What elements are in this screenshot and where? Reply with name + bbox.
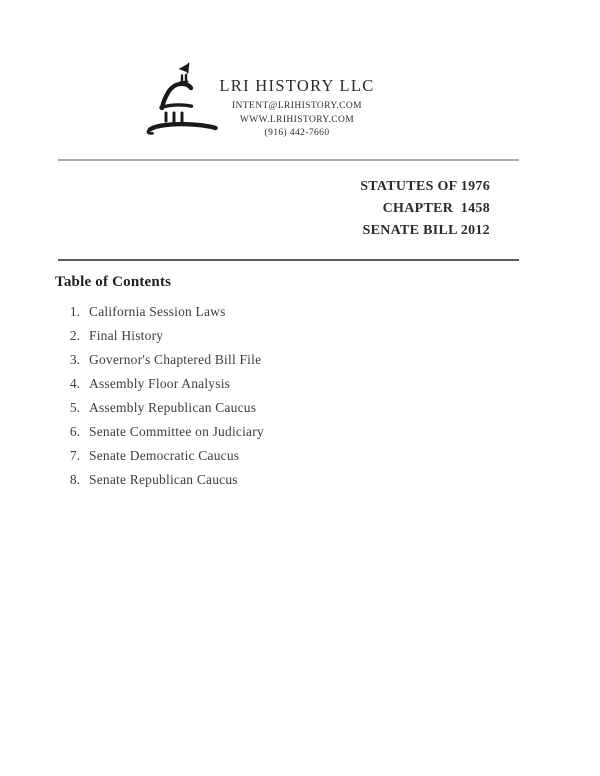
toc-item-label: Senate Committee on Judiciary	[89, 424, 264, 439]
letterhead-text	[0, 75, 594, 141]
toc-item-label: Governor's Chaptered Bill File	[89, 352, 262, 367]
toc-item-4	[60, 372, 264, 396]
toc-item-number: 7.	[69, 448, 80, 463]
toc-item-number: 2.	[69, 328, 80, 343]
toc-item-8	[60, 468, 264, 492]
toc-item-label: Assembly Floor Analysis	[89, 376, 231, 391]
toc-item-2	[60, 324, 264, 348]
toc-item-label: Senate Democratic Caucus	[89, 448, 240, 463]
letterhead-email: INTENT@LRIHISTORY.COM	[231, 101, 362, 111]
toc-item-label: Final History	[89, 328, 164, 343]
toc-item-1	[60, 300, 264, 324]
toc-item-number: 4.	[69, 376, 80, 391]
toc-item-7	[60, 444, 264, 468]
letterhead-website: WWW.LRIHISTORY.COM	[239, 114, 355, 125]
toc-item-label: Senate Republican Caucus	[89, 472, 238, 487]
toc-item-number: 5.	[69, 400, 80, 415]
reference-statutes-line: STATUTES OF 1976	[360, 179, 490, 194]
reference-chapter-line: CHAPTER 1458	[382, 201, 490, 216]
toc-item-6	[60, 420, 264, 444]
toc-list	[60, 300, 264, 492]
toc-item-label: California Session Laws	[89, 304, 226, 319]
toc-item-3	[60, 348, 264, 372]
bill-reference	[360, 176, 490, 242]
reference-divider	[58, 259, 519, 261]
toc-heading: Table of Contents	[55, 274, 172, 290]
toc-item-number: 1.	[69, 304, 80, 319]
company-name: LRI HISTORY LLC	[219, 76, 375, 95]
reference-senate-bill-line: SENATE BILL 2012	[362, 223, 490, 238]
toc-item-number: 8.	[69, 472, 80, 487]
toc-item-number: 6.	[69, 424, 80, 439]
toc-item-number: 3.	[69, 352, 80, 367]
letterhead-phone: (916) 442-7660	[264, 128, 330, 138]
toc-item-label: Assembly Republican Caucus	[89, 400, 257, 415]
letterhead-divider	[58, 159, 519, 161]
toc-item-5	[60, 396, 264, 420]
